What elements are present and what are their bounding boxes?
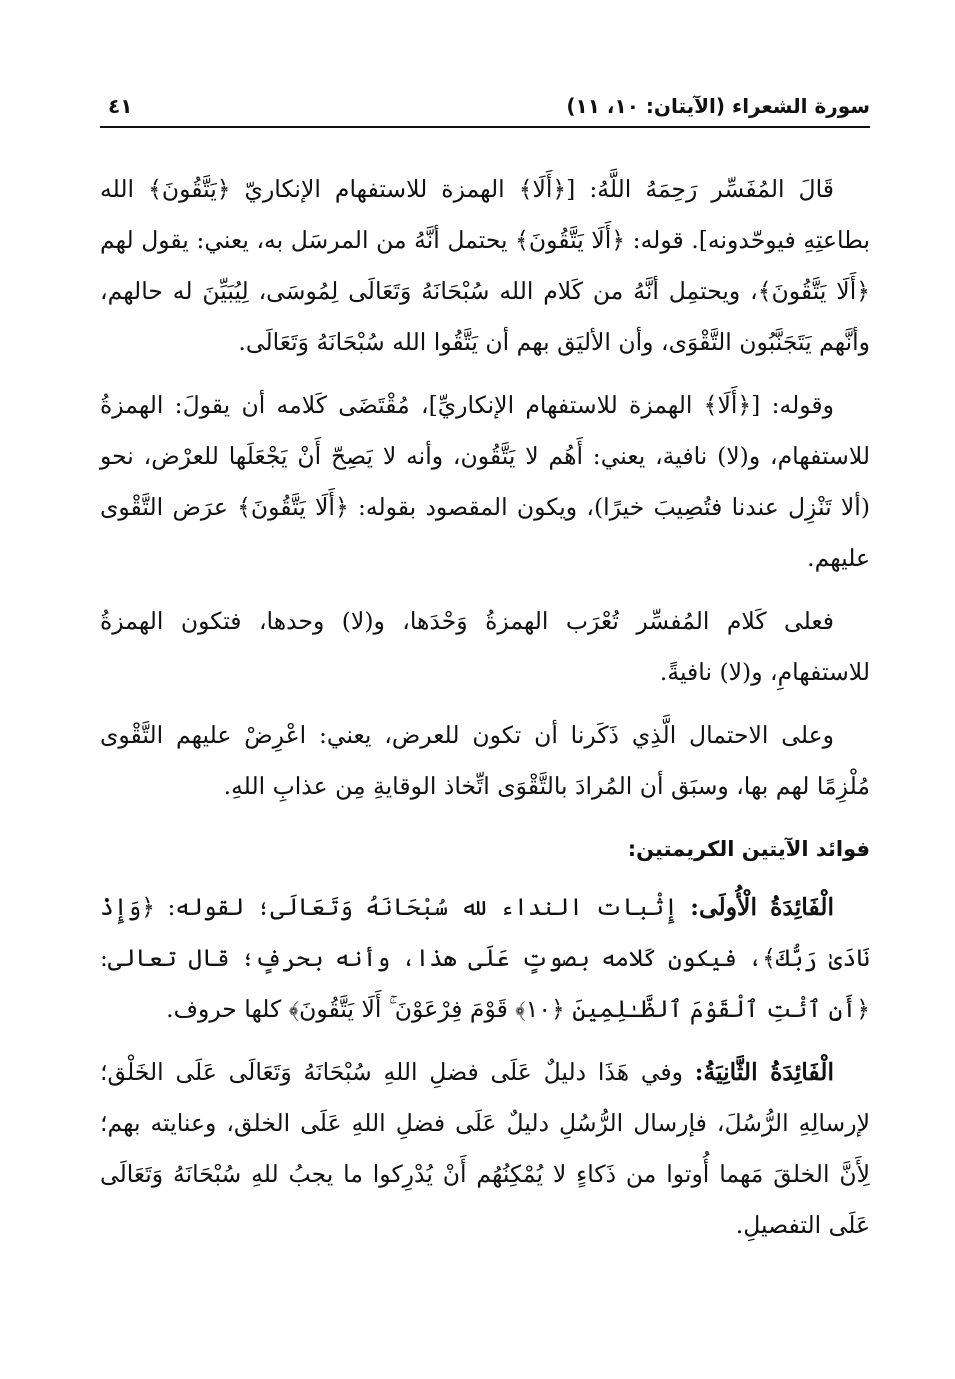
benefit-2-lead: الْفَائِدَةُ الثَّانِيَةُ: [694, 1058, 834, 1086]
benefit-1 [100, 882, 870, 1035]
benefit-2-text: وفي هَذَا دليلٌ عَلَى فضلِ اللهِ سُبْحَانَهُ وَتَعَالَى عَلَى الخَلْق؛ لإرسالِهِ الرُّسُلَ، فإرسال الرُّسُلِ دليلٌ عَلَى فضلِ اللهِ عَلَى الخلق، وعنايته بهم؛ لِأَنَّ الخلقَ مَهما أُوتوا من ذَكاءٍ لا يُمْكِنُهُم أَنْ يُدْرِكوا ما يجبُ للهِ سُبْحَانَهُ وَتَعَالَى عَلَى التفصيلِ. [100, 1058, 870, 1239]
page-body [100, 164, 870, 1251]
benefit-2 [100, 1047, 870, 1251]
header-rule [100, 126, 870, 128]
page-number: ٤١ [108, 94, 133, 118]
paragraph-1: قَالَ المُفَسِّر رَحِمَهُ اللَّهُ: [﴿أَلَا﴾ الهمزة للاستفهام الإنكاريّ ﴿يَتَّقُونَ﴾ الله بطاعتِهِ فيوحّدونه]. قوله: ﴿أَلَا يَتَّقُونَ﴾ يحتمل أنَّهُ من المرسَل به، يعني: يقول لهم ﴿أَلَا يَتَّقُونَ﴾، ويحتمِل أنَّهُ من كَلام الله سُبْحَانَهُ وَتَعَالَى لِمُوسَى، لِيُبَيِّنَ له حالهم، وأنَّهم يَتَجَنَّبُون التَّقْوَى، وأن الأليَق بهم أن يَتَّقُوا الله سُبْحَانَهُ وَتَعَالَى. [100, 175, 870, 356]
benefit-1-text: إِثْبات النداء لله سُبْحَانَهُ وَتَعَالَى؛ لقوله: ﴿وَإِذْ نَادَىٰ رَبُّكَ﴾، فيكون كَلامه بصوتٍ عَلَى هذا، وأنه بحرفٍ؛ قال تعالى: ﴿أَنِ ٱئْتِ ٱلْقَوْمَ ٱلظَّـٰلِمِينَ ﴿١٠﴾ قَوْمَ فِرْعَوْنَ ۚ أَلَا يَتَّقُونَ﴾ كلها حروف. [100, 893, 870, 1023]
paragraph-4: وعلى الاحتمال الَّذِي ذَكَرنا أن تكون للعرض، يعني: اعْرِضْ عليهم التَّقْوى مُلْزِمًا لهم بها، وسبَق أن المُرادَ بالتَّقْوَى اتِّخاذ الوقايةِ مِن عذابِ اللهِ. [100, 721, 870, 800]
book-page [100, 92, 870, 1263]
running-title: سورة الشعراء (الآيتان: ١٠، ١١) [566, 94, 870, 118]
paragraph-2: وقوله: [﴿أَلَا﴾ الهمزة للاستفهام الإنكاريِّ]، مُقْتَضَى كَلامه أن يقولَ: الهمزةُ للاستفهام، و(لا) نافية، يعني: أَهُم لا يَتَّقُون، وأنه لا يَصِحّ أَنْ يَجْعَلَها للعرْض، نحو (ألا تَنْزِل عندنا فتُصِيبَ خيرًا)، ويكون المقصود بقوله: ﴿أَلَا يَتَّقُونَ﴾ عرَض التَّقْوى عليهم. [100, 391, 870, 572]
section-heading: فوائد الآيتين الكريمتين: [627, 837, 870, 861]
benefit-1-lead: الْفَائِدَةُ الْأُولَى: [690, 893, 834, 921]
paragraph-3: فعلى كَلام المُفسِّر تُعْرَب الهمزةُ وَحْدَها، و(لا) وحدها، فتكون الهمزةُ للاستفهامِ، و(لا) نافيةً. [100, 607, 870, 686]
page-header [100, 92, 870, 132]
